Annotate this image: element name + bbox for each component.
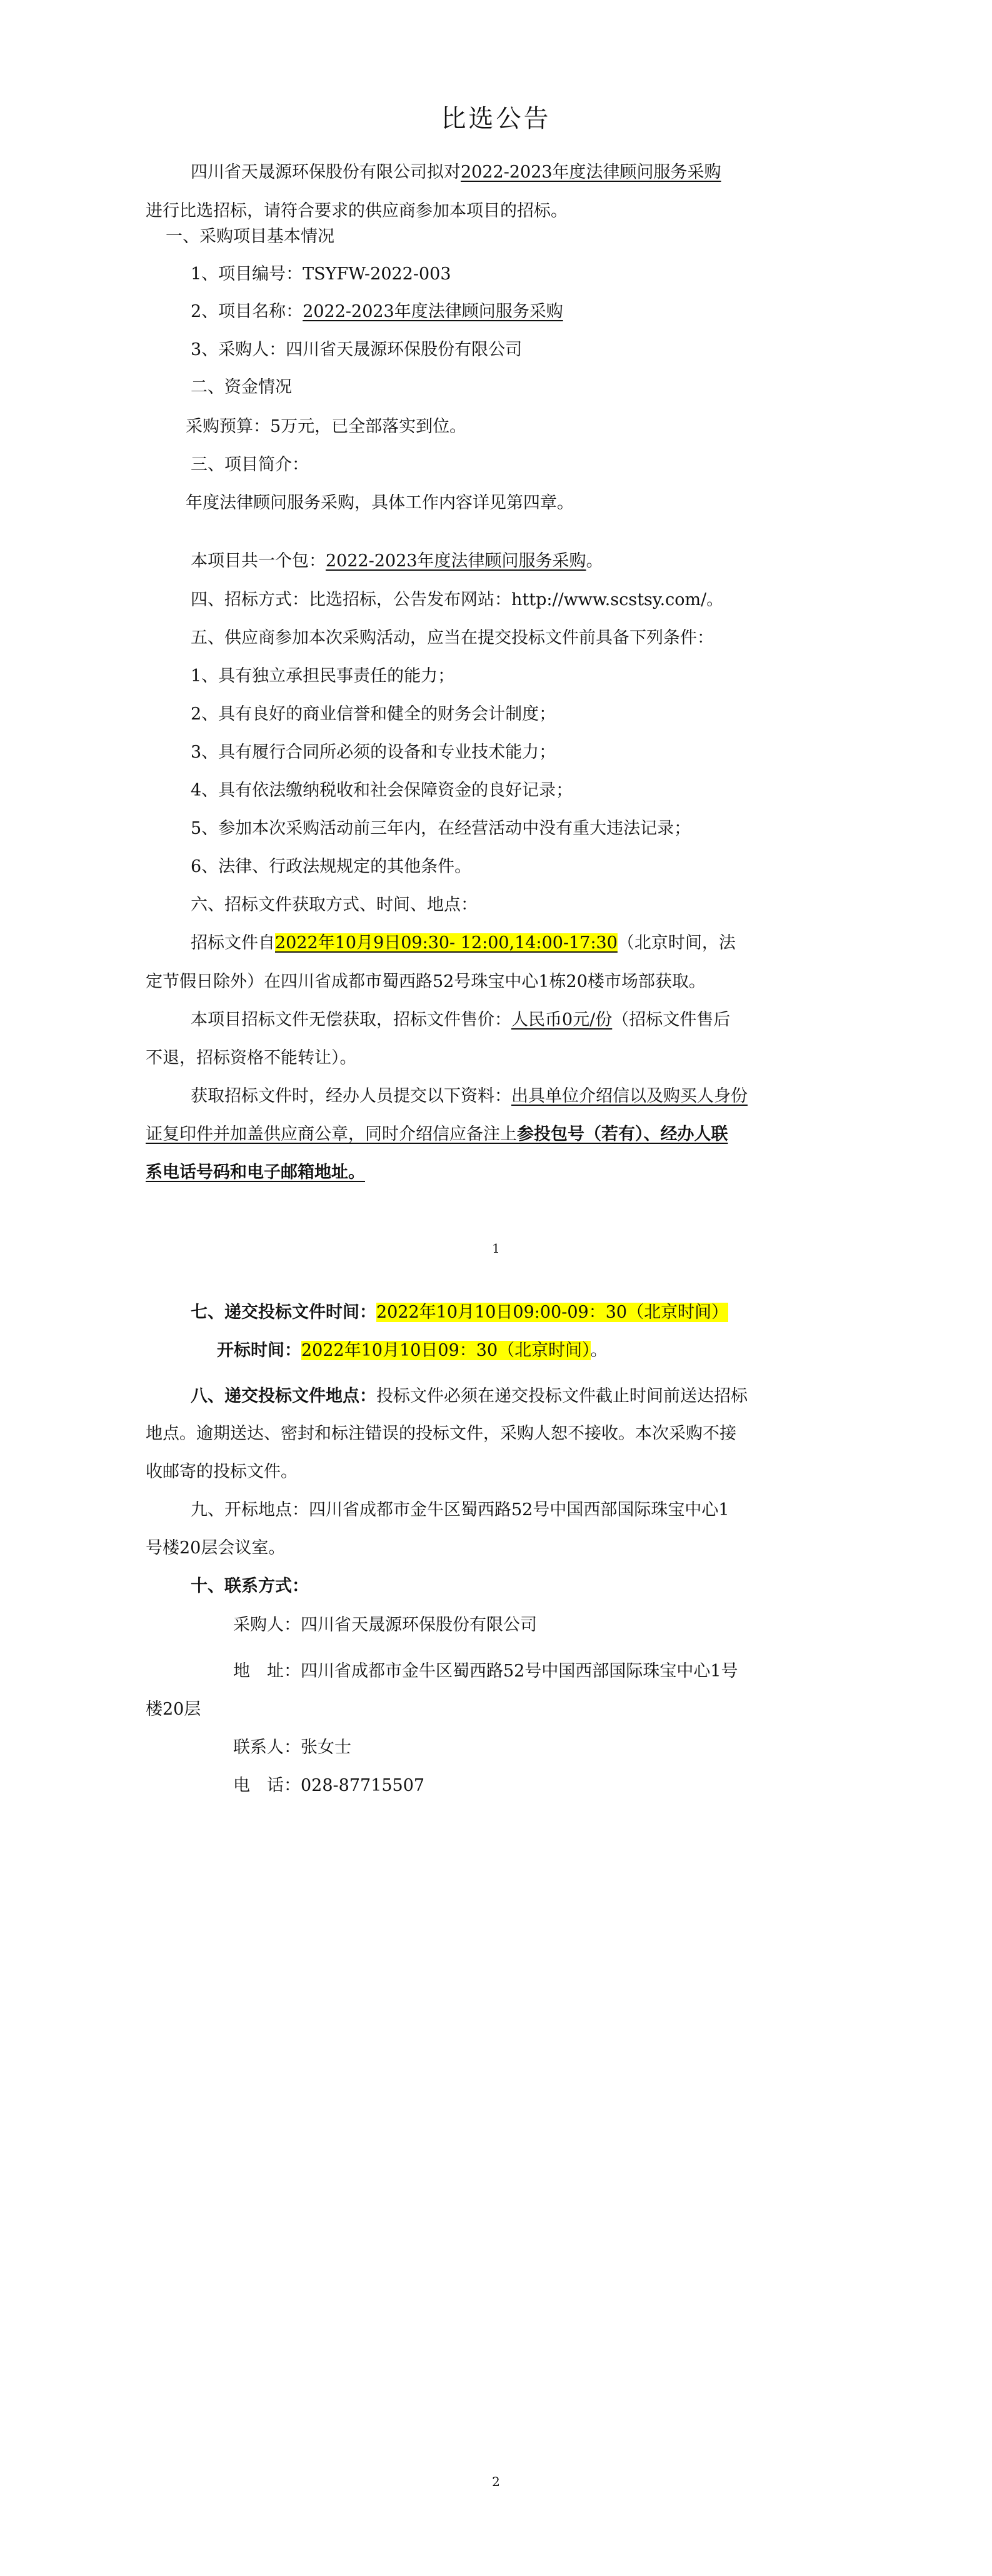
- condition-4: 4、具有依法缴纳税收和社会保障资金的良好记录；: [191, 781, 573, 800]
- contact-address-line-1: 地 址：四川省成都市金牛区蜀西路52号中国西部国际珠宝中心1号: [233, 1661, 738, 1681]
- section-3-heading: 三、项目简介：: [191, 455, 309, 474]
- bidding-method: 四、招标方式：比选招标，公告发布网站：http://www.scstsy.com/。: [191, 590, 724, 609]
- contact-phone: 电 话：028-87715507: [233, 1776, 425, 1795]
- intro-line-2: 进行比选招标，请符合要求的供应商参加本项目的招标。: [146, 201, 568, 221]
- section-1-heading: 一、采购项目基本情况: [166, 227, 334, 246]
- opening-location-line-1: 九、开标地点：四川省成都市金牛区蜀西路52号中国西部国际珠宝中心1: [191, 1500, 729, 1520]
- contact-person: 联系人：张女士: [233, 1738, 351, 1757]
- opening-time: 开标时间：2022年10月10日09：30（北京时间）。: [217, 1341, 608, 1360]
- section-6-heading: 六、招标文件获取方式、时间、地点：: [191, 895, 478, 915]
- condition-2: 2、具有良好的商业信誉和健全的财务会计制度；: [191, 704, 556, 724]
- doc-price-line-1: 本项目招标文件无偿获取，招标文件售价：人民币0元/份（招标文件售后: [191, 1010, 731, 1030]
- contact-buyer: 采购人：四川省天晟源环保股份有限公司: [233, 1615, 537, 1635]
- section-5-heading: 五、供应商参加本次采购活动，应当在提交投标文件前具备下列条件：: [191, 628, 714, 648]
- deadline-highlight: 2022年10月10日09:00-09：30（北京时间）: [376, 1303, 729, 1322]
- submission-location-line-1: 八、递交投标文件地点：投标文件必须在递交投标文件截止时间前送达招标: [191, 1386, 748, 1406]
- page-number-2: 2: [492, 2474, 500, 2489]
- budget: 采购预算：5万元，已全部落实到位。: [186, 417, 467, 436]
- doc-period-highlight: 2022年10月9日09:30- 12:00,14:00-17:30: [275, 933, 618, 953]
- doc-price-line-2: 不退，招标资格不能转让）。: [146, 1048, 357, 1068]
- doc-period-line-2: 定节假日除外）在四川省成都市蜀西路52号珠宝中心1栋20楼市场部获取。: [146, 972, 706, 991]
- doc-period-line-1: 招标文件自2022年10月9日09:30- 12:00,14:00-17:30（北京时间，法: [191, 933, 736, 953]
- submission-location-line-2: 地点。逾期送达、密封和标注错误的投标文件，采购人恕不接收。本次采购不接: [146, 1424, 736, 1443]
- submission-deadline: 七、递交投标文件时间：2022年10月10日09:00-09：30（北京时间）: [191, 1303, 729, 1322]
- project-number: 1、项目编号：TSYFW-2022-003: [191, 264, 451, 284]
- condition-6: 6、法律、行政法规规定的其他条件。: [191, 857, 472, 876]
- intro-line-1: 四川省天晟源环保股份有限公司拟对2022-2023年度法律顾问服务采购: [191, 163, 721, 182]
- opening-location-line-2: 号楼20层会议室。: [146, 1538, 286, 1558]
- required-docs-line-2: 证复印件并加盖供应商公章，同时介绍信应备注上参投包号（若有）、经办人联: [146, 1125, 728, 1144]
- submission-location-line-3: 收邮寄的投标文件。: [146, 1462, 298, 1481]
- project-summary: 年度法律顾问服务采购，具体工作内容详见第四章。: [186, 493, 574, 513]
- project-name: 2、项目名称：2022-2023年度法律顾问服务采购: [191, 302, 563, 321]
- condition-5: 5、参加本次采购活动前三年内，在经营活动中没有重大违法记录；: [191, 819, 691, 838]
- required-docs-line-1: 获取招标文件时，经办人员提交以下资料：出具单位介绍信以及购买人身份: [191, 1086, 748, 1106]
- condition-1: 1、具有独立承担民事责任的能力；: [191, 666, 455, 686]
- page-title: 比选公告: [441, 104, 551, 133]
- intro-project: 2022-2023年度法律顾问服务采购: [461, 163, 721, 182]
- required-docs-line-3: 系电话号码和电子邮箱地址。: [146, 1163, 365, 1182]
- contact-heading: 十、联系方式：: [191, 1576, 309, 1596]
- condition-3: 3、具有履行合同所必须的设备和专业技术能力；: [191, 743, 556, 762]
- package-info: 本项目共一个包：2022-2023年度法律顾问服务采购。: [191, 551, 603, 571]
- purchaser: 3、采购人：四川省天晟源环保股份有限公司: [191, 340, 523, 359]
- contact-address-line-2: 楼20层: [146, 1700, 201, 1719]
- doc-price: 人民币0元/份: [511, 1010, 613, 1030]
- opening-highlight: 2022年10月10日09：30（北京时间）: [301, 1341, 591, 1360]
- page-number-1: 1: [492, 1241, 500, 1256]
- section-2-heading: 二、资金情况: [191, 378, 292, 397]
